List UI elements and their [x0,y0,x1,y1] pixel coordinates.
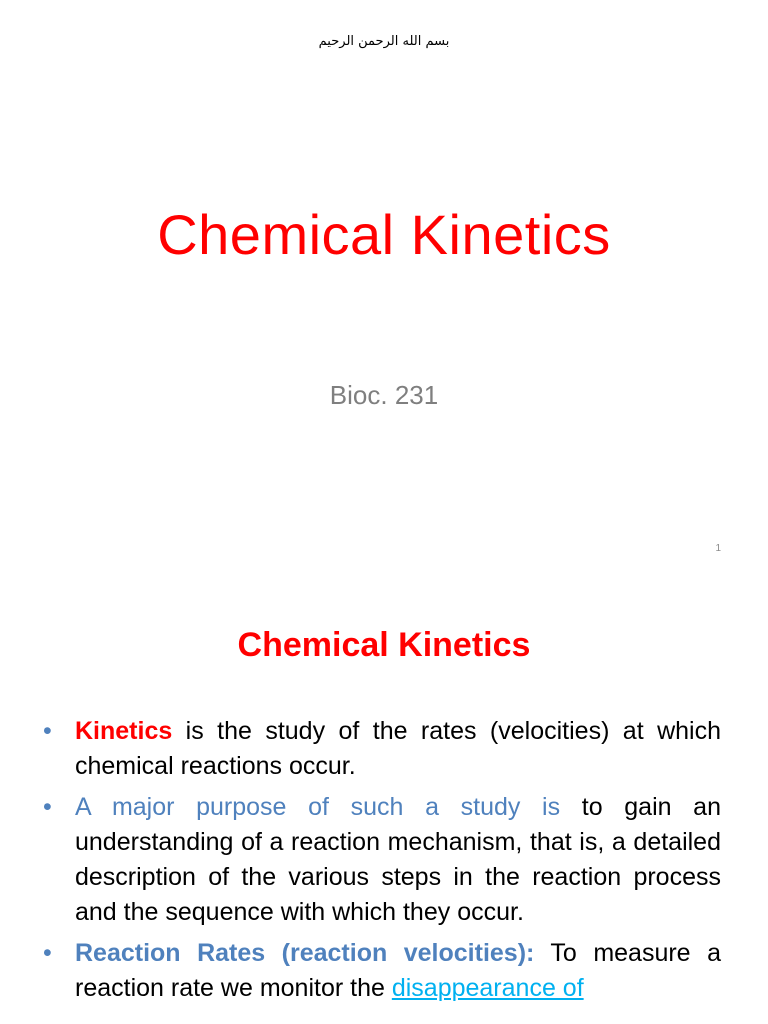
slide-title: Chemical Kinetics [157,203,611,266]
bullet-text: To measure a reaction rate we monitor the [75,939,721,1002]
bullet-icon: • [43,793,52,821]
term-reaction-rates: Reaction Rates (reaction velocities): [75,939,535,967]
page-number: 1 [715,543,721,554]
bullet-item-kinetics [43,714,721,784]
highlight-disappearance: disappearance of [391,974,584,1002]
content-slide [0,576,768,1024]
bullet-item-purpose [43,790,721,930]
bismillah-header: بسم الله الرحمن الرحيم [318,34,450,49]
content-slide-title: Chemical Kinetics [237,626,531,664]
bullet-icon: • [43,939,52,967]
bullet-item-reaction-rates [43,936,721,1006]
bullet-icon: • [43,717,52,745]
bullet-text: is the study of the rates (velocities) at which chemical reactions occur. [75,717,721,780]
course-code: Bioc. 231 [329,380,439,410]
bullet-text: to gain an understanding of a reaction mechanism, that is, a detailed description of the various steps in the reaction process and the sequence with which they occur. [75,793,721,926]
purpose-lead: A major purpose of such a study is [75,793,561,821]
term-kinetics: Kinetics [75,717,173,745]
bullet-list [43,714,721,1012]
